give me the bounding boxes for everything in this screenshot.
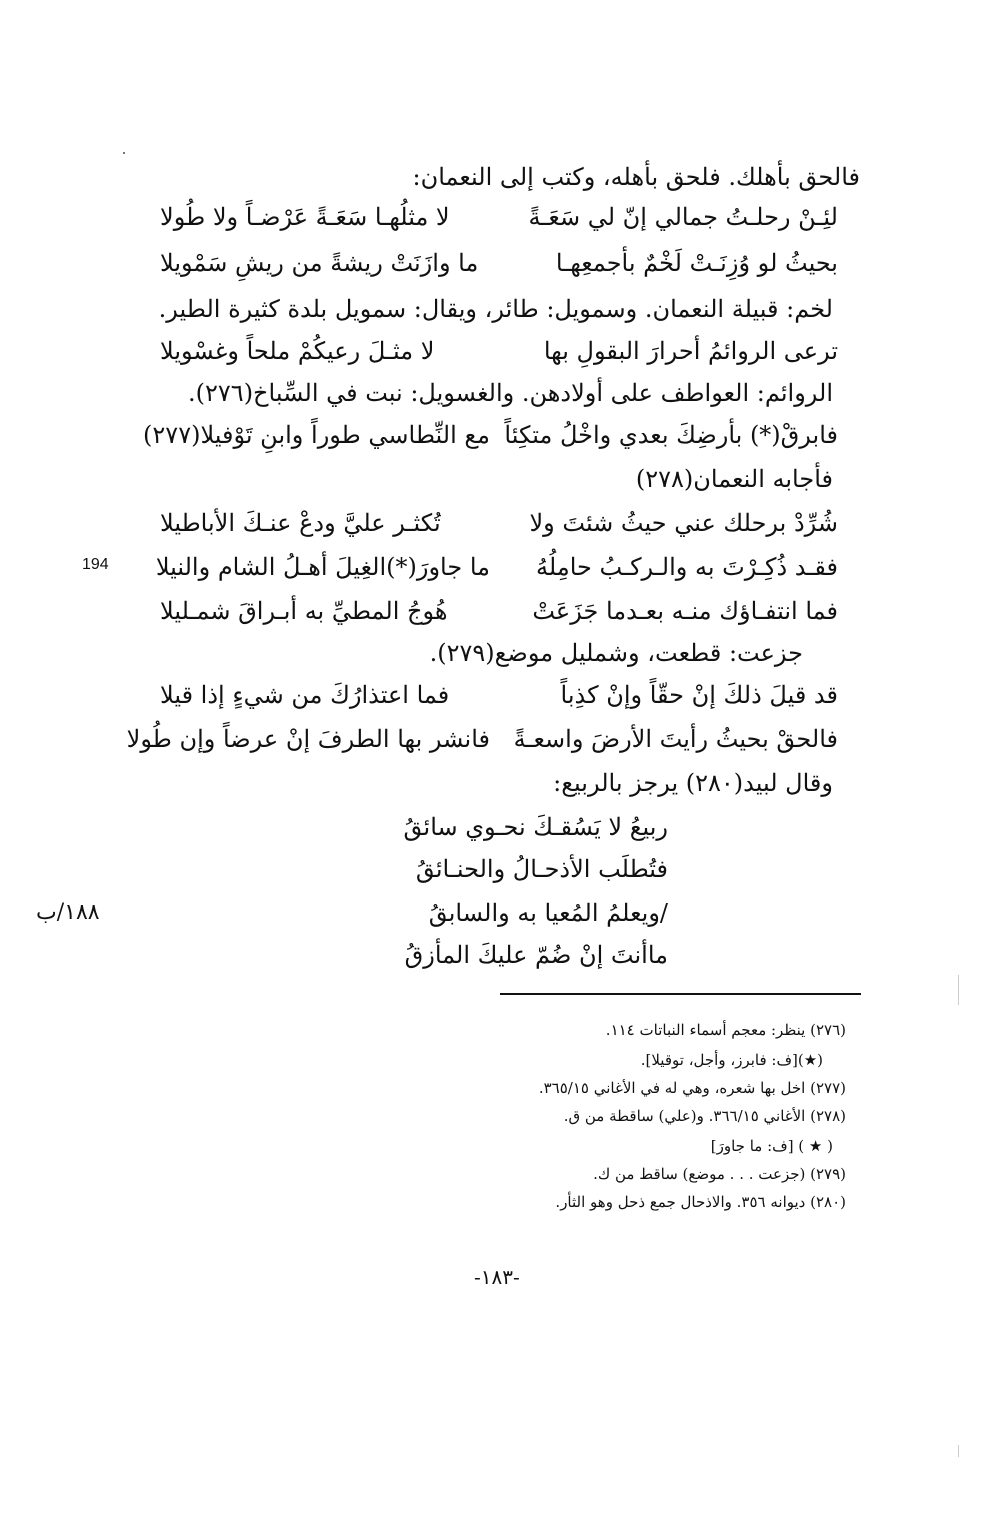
verse-1-second-hemistich: لا مثلُهـا سَعَـةً عَرْضـاً ولا طُولا xyxy=(160,203,450,231)
scan-speck xyxy=(958,975,959,1005)
verse-2-first-hemistich: بحيثُ لو وُزِنَـتْ لَخْمٌ بأجمعِهـا xyxy=(555,249,838,277)
footnote-278: (٢٧٨) الأغاني ٣٦٦/١٥. و(علي) ساقطة من ق. xyxy=(563,1107,846,1125)
verse-7-first-hemistich: فما انتفـاؤك منـه بعـدما جَزَعَتْ xyxy=(532,597,838,625)
verse-6-second-hemistich: ما جاورَ(*)الغِيلَ أهـلُ الشام والنيلا xyxy=(155,553,490,581)
verse-5 xyxy=(160,506,838,540)
rajaz-line-4: ماأنتَ إنْ ضُمّ عليكَ المأزقُ xyxy=(404,941,668,969)
verse-5-second-hemistich: تُكثـر عليَّ ودعْ عنـكَ الأباطيلا xyxy=(160,509,441,537)
verse-9-second-hemistich: فانشر بها الطرفَ إنْ عرضاً وإن طُولا xyxy=(126,725,490,753)
reply-heading: فأجابه النعمان(٢٧٨) xyxy=(635,465,833,493)
scan-speck xyxy=(123,152,125,154)
gloss-rawaim: الروائم: العواطف على أولادهن. والغسويل: نبت في السِّباخ(٢٧٦). xyxy=(188,379,833,407)
verse-2-second-hemistich: ما وازَنَتْ ريشةً من ريشِ سَمْويلا xyxy=(160,249,479,277)
footnote-277: (٢٧٧) اخل بها شعره، وهي له في الأغاني ٣٦٥/١٥. xyxy=(538,1079,846,1097)
scan-speck xyxy=(958,1445,959,1457)
verse-3 xyxy=(160,334,838,368)
verse-6-first-hemistich: فقـد ذُكِـرْتَ به والـركـبُ حامِلُهُ xyxy=(536,553,838,581)
verse-9 xyxy=(126,722,838,756)
verse-8-first-hemistich: قد قيلَ ذلكَ إنْ حقّاً وإنْ كذِباً xyxy=(560,681,838,709)
footnote-star-1: (★)[ف: فابرز، وأجل، توقيلا]. xyxy=(640,1051,823,1069)
labid-intro: وقال لبيد(٢٨٠) يرجز بالربيع: xyxy=(553,769,833,797)
verse-4-first-hemistich: فابرقْ(*) بأرضِكَ بعدي واخْلُ متكِئاً xyxy=(504,421,838,449)
verse-4 xyxy=(143,418,838,452)
verse-5-first-hemistich: شُرِّدْ برحلك عني حيثُ شئتَ ولا xyxy=(529,509,838,537)
verse-7-second-hemistich: هُوجُ المطيِّ به أبـراقَ شمـليلا xyxy=(160,597,448,625)
manuscript-page-number: 194 xyxy=(82,556,109,573)
footnote-279: (٢٧٩) (جزعت . . . موضع) ساقط من ك. xyxy=(593,1165,846,1183)
verse-8-second-hemistich: فما اعتذارُكَ من شيءٍ إذا قيلا xyxy=(160,681,450,709)
gloss-lakhm: لخم: قبيلة النعمان. وسمويل: طائر، ويقال: سمويل بلدة كثيرة الطير. xyxy=(158,295,833,323)
gloss-jazaat: جزعت: قطعت، وشمليل موضع(٢٧٩). xyxy=(429,639,803,667)
rajaz-line-1: ربيعُ لا يَسُقـكَ نحـوي سائقُ xyxy=(403,813,668,841)
verse-2 xyxy=(160,246,838,280)
rajaz-line-2: فتُطلَب الأذحـالُ والحنـائقُ xyxy=(415,855,668,883)
footnote-280: (٢٨٠) ديوانه ٣٥٦. والاذحال جمع ذحل وهو الثأر. xyxy=(555,1193,846,1211)
verse-3-first-hemistich: ترعى الروائمُ أحرارَ البقولِ بها xyxy=(543,337,838,365)
verse-4-second-hemistich: مع النِّطاسي طوراً وابنِ تَوْفيلا(٢٧٧) xyxy=(143,421,490,449)
footnote-separator xyxy=(500,993,861,995)
rajaz-line-3: /ويعلمُ المُعيا به والسابقُ xyxy=(428,899,668,927)
footnote-276: (٢٧٦) ينظر: معجم أسماء النباتات ١١٤. xyxy=(605,1021,846,1039)
footnote-star-2: ( ★ ) [ف: ما جاورَ] xyxy=(710,1137,833,1155)
verse-8 xyxy=(160,678,838,712)
folio-marker: ١٨٨/ب xyxy=(36,900,100,925)
verse-1-first-hemistich: لئِـنْ رحلـتُ جمالي إنّ لي سَعَـةً xyxy=(528,203,838,231)
verse-3-second-hemistich: لا مثـلَ رعيكُمْ ملحاً وغسْويلا xyxy=(160,337,435,365)
verse-9-first-hemistich: فالحقْ بحيثُ رأيتَ الأرضَ واسعـةً xyxy=(513,725,838,753)
intro-line: فالحق بأهلك. فلحق بأهله، وكتب إلى النعمان: xyxy=(412,163,860,191)
verse-6 xyxy=(155,550,838,584)
verse-1 xyxy=(160,200,838,234)
page-number: -١٨٣- xyxy=(474,1265,520,1289)
verse-7 xyxy=(160,594,838,628)
